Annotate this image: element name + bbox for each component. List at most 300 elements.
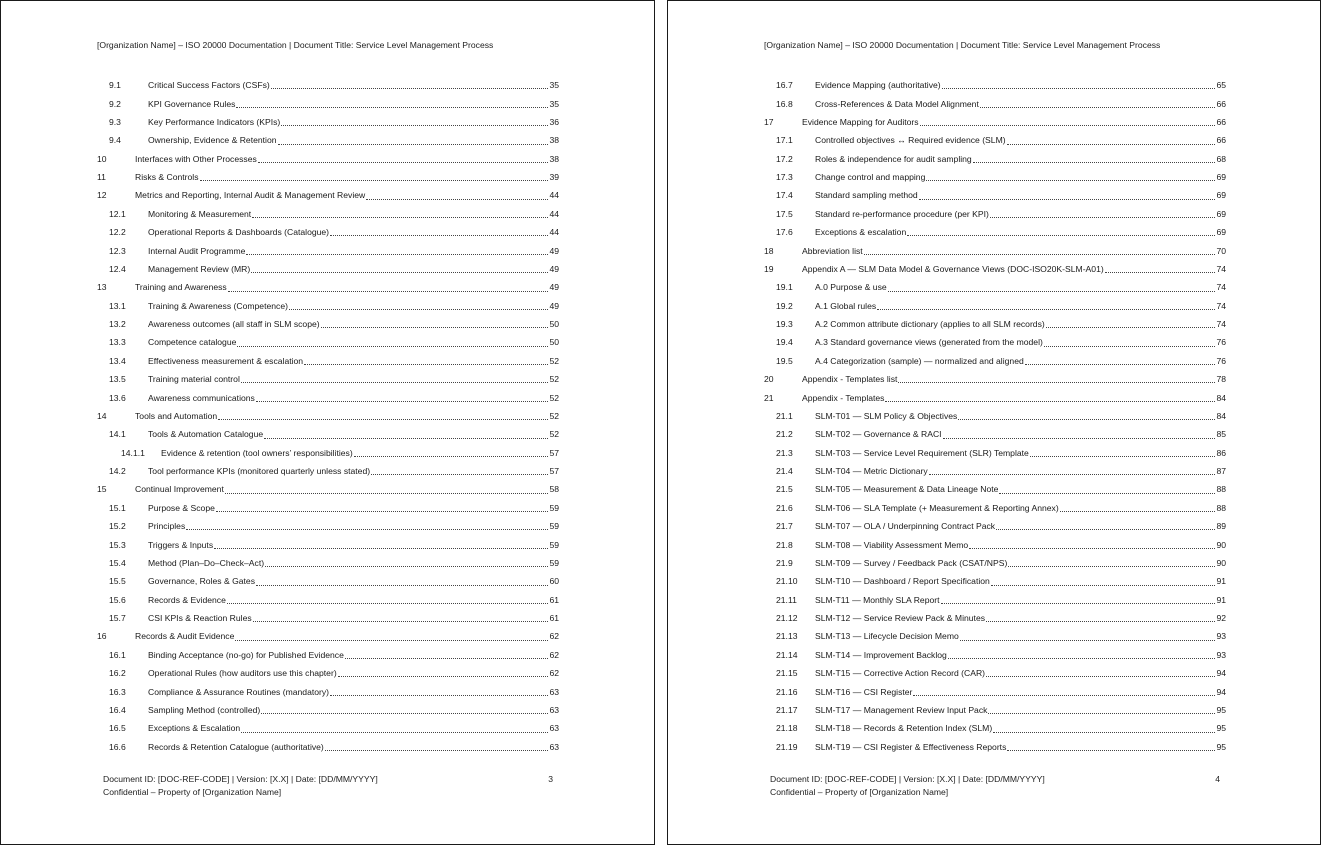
toc-dot-leader: [278, 143, 549, 145]
toc-entry-page: 63: [549, 686, 559, 697]
toc-entry-number: 15.4: [109, 557, 126, 568]
toc-entry-page: 84: [1216, 392, 1226, 403]
toc-dot-leader: [907, 234, 1215, 236]
toc-entry-page: 50: [549, 337, 559, 348]
page-number: 3: [548, 774, 553, 784]
toc-entry[interactable]: [764, 186, 1226, 204]
toc-entry-title: SLM-T02 — Governance & RACI: [815, 429, 942, 440]
toc-entry-page: 52: [549, 429, 559, 440]
toc-entry-page: 93: [1216, 649, 1226, 660]
toc-entry-page: 59: [549, 557, 559, 568]
toc-entry-number: 15.5: [109, 576, 126, 587]
toc-entry-title: Risks & Controls: [135, 172, 199, 183]
toc-dot-leader: [948, 657, 1215, 659]
toc-entry[interactable]: [764, 131, 1226, 149]
toc-entry[interactable]: [764, 425, 1226, 443]
toc-entry[interactable]: [97, 462, 559, 480]
toc-dot-leader: [991, 584, 1215, 586]
toc-entry-title: Roles & independence for audit sampling: [815, 153, 972, 164]
toc-entry[interactable]: [764, 370, 1226, 388]
toc-dot-leader: [258, 161, 548, 163]
footer-document-meta: Document ID: [DOC-REF-CODE] | Version: [X.X] | Date: [DD/MM/YYYY]: [103, 774, 378, 784]
toc-entry-page: 74: [1216, 300, 1226, 311]
toc-dot-leader: [969, 547, 1215, 549]
toc-dot-leader: [252, 216, 548, 218]
toc-entry-number: 12.4: [109, 263, 126, 274]
toc-dot-leader: [225, 492, 548, 494]
toc-entry-page: 88: [1216, 502, 1226, 513]
toc-entry-page: 49: [549, 300, 559, 311]
toc-entry[interactable]: [764, 480, 1226, 498]
page-header: [Organization Name] – ISO 20000 Documentation | Document Title: Service Level Management Process: [97, 40, 494, 50]
toc-entry[interactable]: [764, 609, 1226, 627]
toc-dot-leader: [1007, 143, 1215, 145]
toc-entry-number: 12: [97, 190, 107, 201]
toc-entry[interactable]: [97, 186, 559, 204]
toc-entry-title: Sampling Method (controlled): [148, 704, 261, 715]
toc-entry[interactable]: [97, 480, 559, 498]
toc-entry-title: Continual Improvement: [135, 484, 224, 495]
toc-dot-leader: [1025, 363, 1215, 365]
toc-entry-title: SLM-T05 — Measurement & Data Lineage Note: [815, 484, 999, 495]
toc-entry-title: Appendix - Templates list: [802, 374, 898, 385]
toc-dot-leader: [990, 216, 1215, 218]
toc-entry-title: Interfaces with Other Processes: [135, 153, 257, 164]
toc-entry-page: 91: [1216, 594, 1226, 605]
toc-entry-title: Critical Success Factors (CSFs): [148, 80, 270, 91]
toc-entry-page: 49: [549, 263, 559, 274]
toc-entry[interactable]: [97, 94, 559, 112]
toc-entry-title: A.1 Global rules: [815, 300, 877, 311]
toc-entry[interactable]: [764, 315, 1226, 333]
toc-entry-number: 9.3: [109, 116, 121, 127]
toc-entry[interactable]: [97, 333, 559, 351]
toc-entry-number: 19.3: [776, 319, 793, 330]
toc-entry-number: 15.1: [109, 502, 126, 513]
toc-entry[interactable]: [764, 150, 1226, 168]
toc-dot-leader: [980, 106, 1215, 108]
toc-entry-number: 11: [97, 172, 106, 183]
toc-entry-number: 16.7: [776, 80, 793, 91]
toc-entry-number: 21.10: [776, 576, 798, 587]
toc-entry[interactable]: [97, 205, 559, 223]
toc-dot-leader: [958, 418, 1215, 420]
toc-entry[interactable]: [764, 168, 1226, 186]
toc-dot-leader: [237, 345, 548, 347]
toc-dot-leader: [877, 308, 1215, 310]
toc-dot-leader: [304, 363, 548, 365]
toc-entry-page: 52: [549, 410, 559, 421]
toc-entry-title: Records & Retention Catalogue (authoritative): [148, 741, 324, 752]
toc-entry[interactable]: [97, 223, 559, 241]
toc-entry-page: 57: [549, 447, 559, 458]
toc-entry-page: 66: [1216, 135, 1226, 146]
toc-entry-title: Awareness communications: [148, 392, 255, 403]
toc-entry[interactable]: [97, 150, 559, 168]
toc-dot-leader: [261, 712, 548, 714]
toc-entry-number: 21.12: [776, 613, 798, 624]
toc-entry-title: A.4 Categorization (sample) — normalized and aligned: [815, 355, 1024, 366]
toc-entry-title: SLM-T10 — Dashboard / Report Specification: [815, 576, 990, 587]
toc-entry-title: Abbreviation list: [802, 245, 863, 256]
toc-entry-number: 21.3: [776, 447, 793, 458]
toc-entry-number: 9.4: [109, 135, 121, 146]
toc-dot-leader: [235, 639, 548, 641]
toc-entry-title: SLM-T11 — Monthly SLA Report: [815, 594, 940, 605]
toc-entry-title: CSI KPIs & Reaction Rules: [148, 613, 252, 624]
toc-entry-number: 21.18: [776, 723, 798, 734]
toc-entry-page: 63: [549, 723, 559, 734]
toc-entry-title: SLM-T09 — Survey / Feedback Pack (CSAT/NPS): [815, 557, 1008, 568]
toc-entry[interactable]: [97, 535, 559, 553]
toc-entry-page: 59: [549, 502, 559, 513]
toc-entry-number: 15.2: [109, 521, 126, 532]
toc-dot-leader: [345, 657, 548, 659]
toc-entry-page: 62: [549, 649, 559, 660]
toc-entry-page: 76: [1216, 337, 1226, 348]
toc-entry-title: Triggers & Inputs: [148, 539, 214, 550]
toc-entry-page: 74: [1216, 319, 1226, 330]
toc-entry[interactable]: [97, 682, 559, 700]
toc-entry[interactable]: [97, 738, 559, 756]
toc-entry[interactable]: [97, 572, 559, 590]
toc-entry-title: Training material control: [148, 374, 240, 385]
toc-entry[interactable]: [764, 94, 1226, 112]
toc-entry-title: Exceptions & escalation: [815, 227, 907, 238]
toc-dot-leader: [186, 528, 548, 530]
toc-entry-page: 52: [549, 374, 559, 385]
toc-entry[interactable]: [97, 609, 559, 627]
toc-entry[interactable]: [764, 499, 1226, 517]
toc-entry-number: 21.16: [776, 686, 798, 697]
toc-entry[interactable]: [764, 462, 1226, 480]
toc-entry-number: 21.7: [776, 521, 793, 532]
toc-entry[interactable]: [764, 738, 1226, 756]
toc-entry-number: 21.1: [776, 410, 793, 421]
toc-entry-number: 13.1: [109, 300, 126, 311]
toc-dot-leader: [216, 510, 548, 512]
toc-dot-leader: [943, 437, 1215, 439]
toc-entry-title: Exceptions & Escalation: [148, 723, 241, 734]
toc-dot-leader: [200, 179, 548, 181]
toc-entry-title: SLM-T19 — CSI Register & Effectiveness Reports: [815, 741, 1007, 752]
toc-entry-number: 13.5: [109, 374, 126, 385]
toc-entry[interactable]: [764, 535, 1226, 553]
toc-entry-title: SLM-T04 — Metric Dictionary: [815, 466, 928, 477]
toc-dot-leader: [942, 87, 1215, 89]
toc-entry[interactable]: [764, 701, 1226, 719]
toc-entry[interactable]: [764, 591, 1226, 609]
toc-entry-title: Key Performance Indicators (KPIs): [148, 116, 281, 127]
toc-dot-leader: [941, 602, 1216, 604]
toc-entry-number: 15.3: [109, 539, 126, 550]
toc-entry-page: 95: [1216, 704, 1226, 715]
toc-dot-leader: [864, 253, 1215, 255]
toc-entry-title: Principles: [148, 521, 186, 532]
toc-dot-leader: [271, 87, 548, 89]
toc-entry[interactable]: [97, 388, 559, 406]
toc-entry-number: 17.6: [776, 227, 793, 238]
toc-entry-number: 12.3: [109, 245, 126, 256]
toc-entry-title: SLM-T12 — Service Review Pack & Minutes: [815, 613, 986, 624]
toc-entry-title: SLM-T15 — Corrective Action Record (CAR): [815, 668, 986, 679]
toc-dot-leader: [218, 418, 548, 420]
toc-entry-number: 16.6: [109, 741, 126, 752]
toc-entry[interactable]: [97, 407, 559, 425]
toc-dot-leader: [251, 271, 548, 273]
toc-entry-page: 50: [549, 319, 559, 330]
toc-entry-title: Management Review (MR): [148, 263, 251, 274]
toc-dot-leader: [1044, 345, 1215, 347]
toc-entry[interactable]: [97, 168, 559, 186]
toc-entry-number: 21: [764, 392, 774, 403]
page-footer: [103, 773, 559, 799]
page-header: [Organization Name] – ISO 20000 Documentation | Document Title: Service Level Management Process: [764, 40, 1161, 50]
toc-entry-page: 90: [1216, 557, 1226, 568]
toc-entry-title: Tools and Automation: [135, 410, 218, 421]
toc-dot-leader: [227, 602, 548, 604]
toc-entry-title: Appendix - Templates: [802, 392, 885, 403]
toc-entry-number: 19.5: [776, 355, 793, 366]
toc-entry-number: 21.4: [776, 466, 793, 477]
toc-entry-page: 58: [549, 484, 559, 495]
toc-entry-number: 15.6: [109, 594, 126, 605]
toc-entry-number: 20: [764, 374, 774, 385]
toc-entry-page: 66: [1216, 98, 1226, 109]
toc-entry-page: 93: [1216, 631, 1226, 642]
toc-entry-page: 38: [549, 153, 559, 164]
toc-entry[interactable]: [764, 241, 1226, 259]
toc-entry[interactable]: [97, 444, 559, 462]
toc-entry-number: 14: [97, 410, 107, 421]
toc-entry-number: 19.4: [776, 337, 793, 348]
toc-entry-number: 12.1: [109, 208, 126, 219]
toc-entry[interactable]: [97, 113, 559, 131]
toc-entry-title: SLM-T03 — Service Level Requirement (SLR) Template: [815, 447, 1029, 458]
toc-entry-page: 52: [549, 355, 559, 366]
toc-entry[interactable]: [764, 682, 1226, 700]
toc-entry-number: 16.4: [109, 704, 126, 715]
toc-entry-title: SLM-T07 — OLA / Underpinning Contract Pack: [815, 521, 996, 532]
toc-dot-leader: [960, 639, 1215, 641]
toc-entry[interactable]: [97, 315, 559, 333]
toc-entry[interactable]: [97, 554, 559, 572]
toc-dot-leader: [236, 106, 548, 108]
toc-entry-page: 63: [549, 704, 559, 715]
toc-entry[interactable]: [97, 241, 559, 259]
toc-entry[interactable]: [97, 719, 559, 737]
toc-entry[interactable]: [764, 223, 1226, 241]
toc-entry-number: 16.2: [109, 668, 126, 679]
toc-dot-leader: [264, 437, 548, 439]
toc-entry-page: 94: [1216, 668, 1226, 679]
toc-entry-page: 85: [1216, 429, 1226, 440]
toc-entry-title: Tools & Automation Catalogue: [148, 429, 264, 440]
toc-entry-title: Metrics and Reporting, Internal Audit & Management Review: [135, 190, 366, 201]
toc-entry-number: 16.8: [776, 98, 793, 109]
toc-entry-page: 49: [549, 282, 559, 293]
toc-entry-title: KPI Governance Rules: [148, 98, 236, 109]
toc-entry-page: 65: [1216, 80, 1226, 91]
toc-entry[interactable]: [764, 572, 1226, 590]
toc-entry-number: 17.2: [776, 153, 793, 164]
toc-entry[interactable]: [764, 719, 1226, 737]
toc-entry-number: 17.5: [776, 208, 793, 219]
toc-entry[interactable]: [764, 333, 1226, 351]
toc-entry-page: 68: [1216, 153, 1226, 164]
toc-entry-page: 76: [1216, 355, 1226, 366]
toc-entry-title: Training & Awareness (Competence): [148, 300, 288, 311]
toc-entry[interactable]: [764, 260, 1226, 278]
toc-entry[interactable]: [764, 352, 1226, 370]
toc-entry[interactable]: [764, 554, 1226, 572]
toc-entry-number: 13.4: [109, 355, 126, 366]
toc-entry-page: 78: [1216, 374, 1226, 385]
toc-entry[interactable]: [97, 627, 559, 645]
toc-entry[interactable]: [97, 370, 559, 388]
toc-dot-leader: [993, 731, 1215, 733]
toc-entry-number: 13: [97, 282, 107, 293]
toc-entry-page: 87: [1216, 466, 1226, 477]
toc-entry-title: Controlled objectives ↔ Required evidence (SLM): [815, 135, 1006, 146]
toc-entry[interactable]: [764, 444, 1226, 462]
toc-entry-title: Governance, Roles & Gates: [148, 576, 255, 587]
toc-entry[interactable]: [764, 664, 1226, 682]
toc-entry[interactable]: [97, 499, 559, 517]
toc-entry-number: 16: [97, 631, 107, 642]
toc-entry-number: 21.19: [776, 741, 798, 752]
toc-entry[interactable]: [97, 297, 559, 315]
toc-entry[interactable]: [97, 591, 559, 609]
toc-dot-leader: [926, 179, 1215, 181]
toc-entry-title: Competence catalogue: [148, 337, 237, 348]
toc-dot-leader: [986, 620, 1215, 622]
document-page-4: [667, 0, 1321, 845]
toc-dot-leader: [246, 253, 548, 255]
toc-entry-title: Change control and mapping: [815, 172, 926, 183]
toc-entry[interactable]: [764, 627, 1226, 645]
toc-dot-leader: [1030, 455, 1215, 457]
toc-entry-title: Monitoring & Measurement: [148, 208, 252, 219]
toc-entry-page: 52: [549, 392, 559, 403]
toc-entry-title: SLM-T13 — Lifecycle Decision Memo: [815, 631, 959, 642]
toc-dot-leader: [228, 290, 548, 292]
toc-dot-leader: [214, 547, 548, 549]
toc-entry-title: SLM-T16 — CSI Register: [815, 686, 913, 697]
toc-entry[interactable]: [764, 297, 1226, 315]
toc-entry-number: 16.5: [109, 723, 126, 734]
toc-entry-number: 21.17: [776, 704, 798, 715]
toc-entry-number: 21.14: [776, 649, 798, 660]
toc-dot-leader: [354, 455, 548, 457]
toc-entry-number: 10: [97, 153, 107, 164]
toc-entry-page: 95: [1216, 741, 1226, 752]
toc-entry-number: 21.5: [776, 484, 793, 495]
toc-entry-number: 19: [764, 263, 774, 274]
toc-entry-number: 16.1: [109, 649, 126, 660]
toc-entry[interactable]: [764, 113, 1226, 131]
toc-entry-title: Binding Acceptance (no-go) for Published Evidence: [148, 649, 344, 660]
table-of-contents: [97, 76, 559, 756]
toc-entry[interactable]: [97, 646, 559, 664]
toc-entry-title: Internal Audit Programme: [148, 245, 246, 256]
toc-entry-page: 69: [1216, 172, 1226, 183]
toc-entry[interactable]: [764, 205, 1226, 223]
toc-entry-title: Cross-References & Data Model Alignment: [815, 98, 979, 109]
toc-entry[interactable]: [97, 352, 559, 370]
toc-entry[interactable]: [764, 278, 1226, 296]
toc-entry-page: 62: [549, 668, 559, 679]
toc-entry[interactable]: [97, 701, 559, 719]
toc-entry-number: 9.2: [109, 98, 121, 109]
toc-entry[interactable]: [764, 388, 1226, 406]
toc-entry-number: 17: [764, 116, 774, 127]
document-page-3: [0, 0, 655, 845]
toc-entry[interactable]: [97, 278, 559, 296]
toc-dot-leader: [888, 290, 1215, 292]
toc-entry-number: 9.1: [109, 80, 121, 91]
toc-entry[interactable]: [764, 407, 1226, 425]
toc-dot-leader: [330, 694, 548, 696]
toc-entry[interactable]: [97, 260, 559, 278]
toc-dot-leader: [1008, 565, 1215, 567]
toc-entry-title: Operational Reports & Dashboards (Catalogue): [148, 227, 330, 238]
footer-document-meta: Document ID: [DOC-REF-CODE] | Version: [X.X] | Date: [DD/MM/YYYY]: [770, 774, 1045, 784]
toc-entry-number: 19.2: [776, 300, 793, 311]
toc-entry-page: 36: [549, 116, 559, 127]
toc-dot-leader: [919, 198, 1215, 200]
toc-entry-title: Effectiveness measurement & escalation: [148, 355, 304, 366]
toc-entry-title: SLM-T17 — Management Review Input Pack: [815, 704, 988, 715]
toc-entry-page: 44: [549, 190, 559, 201]
toc-entry-page: 90: [1216, 539, 1226, 550]
toc-entry-page: 89: [1216, 521, 1226, 532]
toc-entry-page: 44: [549, 208, 559, 219]
toc-entry-page: 59: [549, 539, 559, 550]
toc-entry[interactable]: [97, 425, 559, 443]
toc-entry-number: 21.6: [776, 502, 793, 513]
toc-entry-title: Purpose & Scope: [148, 502, 215, 513]
toc-entry[interactable]: [97, 76, 559, 94]
toc-entry-number: 19.1: [776, 282, 793, 293]
toc-dot-leader: [1060, 510, 1215, 512]
toc-entry[interactable]: [764, 646, 1226, 664]
toc-entry-title: A.0 Purpose & use: [815, 282, 887, 293]
toc-dot-leader: [1105, 271, 1215, 273]
toc-entry-title: Evidence Mapping for Auditors: [802, 116, 919, 127]
toc-entry[interactable]: [97, 131, 559, 149]
toc-entry-page: 84: [1216, 410, 1226, 421]
toc-dot-leader: [338, 675, 548, 677]
toc-entry-page: 62: [549, 631, 559, 642]
toc-entry-number: 17.3: [776, 172, 793, 183]
toc-entry-page: 91: [1216, 576, 1226, 587]
toc-entry-number: 18: [764, 245, 774, 256]
toc-entry-number: 14.2: [109, 466, 126, 477]
toc-entry[interactable]: [97, 664, 559, 682]
toc-entry-page: 38: [549, 135, 559, 146]
toc-entry-number: 16.3: [109, 686, 126, 697]
toc-dot-leader: [1007, 749, 1215, 751]
toc-entry-title: SLM-T06 — SLA Template (+ Measurement & Reporting Annex): [815, 502, 1059, 513]
toc-entry-page: 61: [549, 594, 559, 605]
toc-entry[interactable]: [97, 517, 559, 535]
toc-entry-number: 21.15: [776, 668, 798, 679]
toc-dot-leader: [1046, 326, 1215, 328]
toc-entry[interactable]: [764, 517, 1226, 535]
toc-dot-leader: [988, 712, 1215, 714]
toc-entry[interactable]: [764, 76, 1226, 94]
